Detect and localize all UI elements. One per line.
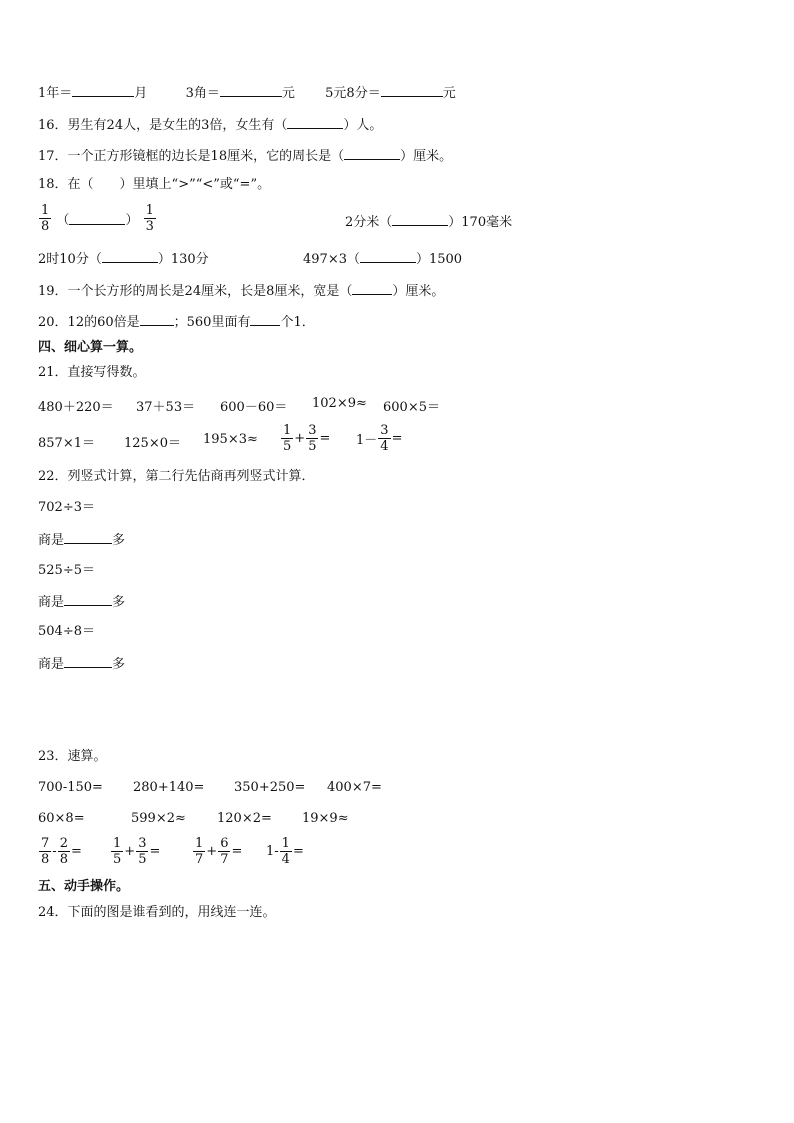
q16-tail: ）人。 bbox=[343, 118, 383, 133]
q21-f2-eq: = bbox=[391, 431, 403, 446]
q23-f4-eq: = bbox=[292, 844, 304, 859]
q21-r2c1: 857×1＝ bbox=[38, 436, 95, 451]
q18a-frac1-num: 1 bbox=[41, 203, 50, 218]
q23-f3-op: + bbox=[206, 844, 218, 859]
q23-f3-eq: = bbox=[231, 844, 243, 859]
q23-f3b bbox=[218, 836, 230, 867]
q18c-pre: 2时10分（ bbox=[38, 252, 102, 267]
q18d-post: ）1500 bbox=[415, 252, 463, 267]
q16-text: 16．男生有24人，是女生的3倍，女生有（ bbox=[38, 118, 288, 133]
q23-f1a-den: 8 bbox=[41, 852, 50, 867]
q23-f1-op: - bbox=[52, 844, 57, 859]
q18-text: 18．在（ ）里填上“>”“<”或“=”。 bbox=[38, 177, 271, 192]
q23-f2b bbox=[136, 836, 148, 867]
q23-f2a-num: 1 bbox=[113, 836, 122, 851]
q22-est3-post: 多 bbox=[112, 657, 126, 672]
q21-f1b-den: 5 bbox=[308, 439, 317, 454]
q21-f1-eq: = bbox=[319, 431, 331, 446]
q23-f2b-num: 3 bbox=[138, 836, 147, 851]
section-5-title: 五、动手操作。 bbox=[38, 879, 130, 894]
q23-f3b-den: 7 bbox=[220, 852, 229, 867]
q22-p2: 525÷5＝ bbox=[38, 563, 95, 578]
q18b-post: ）170毫米 bbox=[448, 215, 513, 230]
q17-text: 17．一个正方形镜框的边长是18厘米，它的周长是（ bbox=[38, 149, 345, 164]
q15b-pre: 3角＝ bbox=[185, 86, 220, 101]
q23-r2c1: 60×8= bbox=[38, 811, 85, 826]
q23-r2c3: 120×2= bbox=[217, 811, 272, 826]
q22-est2-pre: 商是 bbox=[38, 595, 65, 610]
q21-f1b bbox=[306, 423, 318, 454]
q16 bbox=[38, 116, 382, 134]
q18a-close: ） bbox=[125, 213, 139, 228]
q17-blank[interactable] bbox=[344, 147, 400, 160]
q23-f4b-den: 4 bbox=[281, 852, 290, 867]
q22-est2 bbox=[38, 593, 125, 611]
q23-f4-pre: 1- bbox=[266, 844, 279, 859]
q23-r2c4: 19×9≈ bbox=[302, 811, 349, 826]
section-4-title: 四、细心算一算。 bbox=[38, 340, 143, 355]
q22-est1-blank[interactable] bbox=[64, 531, 112, 544]
q23-frac-expr1 bbox=[38, 836, 82, 867]
q23-f3a-num: 1 bbox=[195, 836, 204, 851]
q22-est3 bbox=[38, 655, 125, 673]
q21-r1c2: 37＋53＝ bbox=[136, 400, 196, 415]
q15b-blank[interactable] bbox=[220, 84, 282, 97]
q23-f1a-num: 7 bbox=[41, 836, 50, 851]
q23-text: 23．速算。 bbox=[38, 749, 107, 764]
q18a-blank[interactable] bbox=[69, 212, 125, 225]
q21-r2c3: 195×3≈ bbox=[203, 432, 258, 447]
q20-blank2[interactable] bbox=[250, 313, 280, 326]
q22-est1 bbox=[38, 531, 125, 549]
q23-f1b-num: 2 bbox=[59, 836, 68, 851]
q23-r1c4: 400×7= bbox=[327, 780, 382, 795]
q21-f1a-den: 5 bbox=[283, 439, 292, 454]
q19-tail: ）厘米。 bbox=[392, 284, 445, 299]
q18a bbox=[38, 203, 157, 234]
q23-f1b-den: 8 bbox=[59, 852, 68, 867]
q23-f2-op: + bbox=[124, 844, 136, 859]
q18a-open: （ bbox=[56, 213, 70, 228]
q18b bbox=[345, 213, 512, 231]
q22-est1-post: 多 bbox=[112, 533, 126, 548]
q19-blank[interactable] bbox=[352, 282, 392, 295]
q23-frac-expr3 bbox=[192, 836, 242, 867]
q22-est3-blank[interactable] bbox=[64, 655, 112, 668]
q17 bbox=[38, 147, 452, 165]
q15a-blank[interactable] bbox=[72, 84, 134, 97]
q22-est2-blank[interactable] bbox=[64, 593, 112, 606]
q15-line bbox=[38, 84, 456, 102]
q21-r2c2: 125×0＝ bbox=[124, 436, 181, 451]
q23-r1c3: 350+250= bbox=[234, 780, 306, 795]
q21-f1a bbox=[281, 423, 293, 454]
q19-text: 19．一个长方形的周长是24厘米，长是8厘米，宽是（ bbox=[38, 284, 353, 299]
q21-f1a-num: 1 bbox=[283, 423, 292, 438]
q23-f4b bbox=[280, 836, 292, 867]
q22-est3-pre: 商是 bbox=[38, 657, 65, 672]
q23-f4b-num: 1 bbox=[281, 836, 290, 851]
q16-blank[interactable] bbox=[287, 116, 343, 129]
q23-f3b-num: 6 bbox=[220, 836, 229, 851]
q18d-pre: 497×3（ bbox=[303, 252, 360, 267]
q23-f3a-den: 7 bbox=[195, 852, 204, 867]
q21-f1-op: + bbox=[294, 431, 306, 446]
q15b-post: 元 bbox=[281, 86, 295, 101]
q23-f1-eq: = bbox=[70, 844, 82, 859]
q23-f2b-den: 5 bbox=[138, 852, 147, 867]
q23-r2c2: 599×2≈ bbox=[131, 811, 186, 826]
q15a-pre: 1年＝ bbox=[38, 86, 73, 101]
q20 bbox=[38, 313, 315, 331]
q23-f1b bbox=[58, 836, 70, 867]
q21-f2b-den: 4 bbox=[380, 439, 389, 454]
q22-p3: 504÷8＝ bbox=[38, 624, 95, 639]
q23-f1a bbox=[39, 836, 51, 867]
q23-frac-expr2 bbox=[110, 836, 160, 867]
q15c-pre: 5元8分＝ bbox=[325, 86, 381, 101]
q18a-frac1 bbox=[39, 203, 51, 234]
q23-r1c1: 700-150= bbox=[38, 780, 103, 795]
q15c-post: 元 bbox=[442, 86, 456, 101]
q20-pre: 20．12的60倍是 bbox=[38, 315, 140, 330]
q18c-blank[interactable] bbox=[102, 250, 158, 263]
q18d bbox=[303, 250, 462, 268]
q20-blank1[interactable] bbox=[140, 313, 174, 326]
q22-text: 22．列竖式计算，第二行先估商再列竖式计算． bbox=[38, 469, 315, 484]
q21-frac-expr1 bbox=[280, 423, 330, 454]
q21-f1b-num: 3 bbox=[308, 423, 317, 438]
q23-frac-expr4 bbox=[266, 836, 304, 867]
q23-f2a bbox=[111, 836, 123, 867]
q18a-frac1-den: 8 bbox=[41, 219, 50, 234]
q18a-frac2 bbox=[144, 203, 156, 234]
q21-text: 21．直接写得数。 bbox=[38, 365, 146, 380]
q21-f2b bbox=[378, 423, 390, 454]
q18b-blank[interactable] bbox=[392, 213, 448, 226]
q18a-frac2-den: 3 bbox=[145, 219, 154, 234]
q20-mid: ；560里面有 bbox=[173, 315, 251, 330]
q23-r1c2: 280+140= bbox=[133, 780, 205, 795]
q23-f2a-den: 5 bbox=[113, 852, 122, 867]
q19 bbox=[38, 282, 444, 300]
q22-est1-pre: 商是 bbox=[38, 533, 65, 548]
q21-f2-pre: 1－ bbox=[356, 433, 378, 448]
q21-r1c5: 600×5＝ bbox=[383, 400, 440, 415]
q21-r1c4: 102×9≈ bbox=[312, 396, 367, 411]
q23-f3a bbox=[193, 836, 205, 867]
q24-text: 24．下面的图是谁看到的，用线连一连。 bbox=[38, 905, 276, 920]
q21-frac-expr2 bbox=[356, 423, 402, 454]
q17-tail: ）厘米。 bbox=[400, 149, 453, 164]
q22-p1: 702÷3＝ bbox=[38, 500, 95, 515]
q18d-blank[interactable] bbox=[360, 250, 416, 263]
q22-est2-post: 多 bbox=[112, 595, 126, 610]
q18c bbox=[38, 250, 209, 268]
q21-r1c3: 600－60＝ bbox=[220, 400, 288, 415]
q21-r1c1: 480＋220＝ bbox=[38, 400, 114, 415]
q15c-blank[interactable] bbox=[381, 84, 443, 97]
q18c-post: ）130分 bbox=[157, 252, 209, 267]
q15a-post: 月 bbox=[134, 86, 148, 101]
q23-f2-eq: = bbox=[149, 844, 161, 859]
q21-f2b-num: 3 bbox=[380, 423, 389, 438]
q18b-pre: 2分米（ bbox=[345, 215, 393, 230]
q18a-frac2-num: 1 bbox=[145, 203, 154, 218]
q20-post: 个1． bbox=[280, 315, 315, 330]
